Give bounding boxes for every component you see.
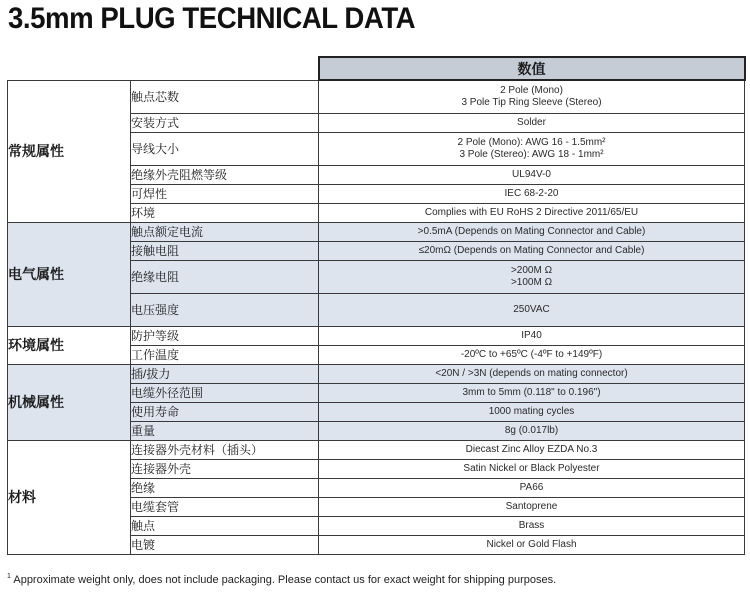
property-label: 触点 [131,516,319,535]
property-label: 触点芯数 [131,80,319,113]
table-row [8,364,745,383]
property-label: 使用寿命 [131,402,319,421]
footnote [7,574,556,586]
category-label: 电气属性 [8,222,131,326]
value-line: 2 Pole (Mono) [500,84,563,96]
value-line: 3 Pole (Stereo): AWG 18 - 1mm² [459,148,604,160]
property-label: 绝缘 [131,478,319,497]
property-label: 防护等级 [131,326,319,345]
value-line: Diecast Zinc Alloy EZDA No.3 [465,443,598,455]
property-label: 环境 [131,203,319,222]
value-column-header: 数值 [319,57,745,80]
property-label: 电缆外径范围 [131,383,319,402]
value-line: Santoprene [505,500,558,512]
property-value [319,421,745,440]
value-line: -20ºC to +65ºC (-4ºF to +149ºF) [460,348,603,360]
category-label: 机械属性 [8,364,131,440]
property-label: 接触电阻 [131,241,319,260]
property-label: 重量 [131,421,319,440]
property-label: 可焊性 [131,184,319,203]
value-line: Complies with EU RoHS 2 Directive 2011/65/EU [424,206,639,218]
property-value [319,383,745,402]
value-line: IEC 68-2-20 [504,187,559,199]
value-line: 3mm to 5mm (0.118" to 0.196") [462,386,601,398]
value-line: 2 Pole (Mono): AWG 16 - 1.5mm² [457,136,606,148]
property-value [319,345,745,364]
value-line: PA66 [519,481,544,493]
value-line: 1000 mating cycles [488,405,575,417]
property-label: 插/拔力 [131,364,319,383]
property-label: 绝缘电阻 [131,260,319,293]
property-label: 电镀 [131,535,319,554]
value-line: >100M Ω [510,276,553,288]
table-row [8,80,745,113]
property-label: 电缆套管 [131,497,319,516]
property-label: 安装方式 [131,113,319,132]
value-line: <20N / >3N (depends on mating connector) [435,367,628,379]
property-label: 连接器外壳材料（插头） [131,440,319,459]
value-line: Brass [518,519,545,531]
value-line: Satin Nickel or Black Polyester [463,462,600,474]
table-row [8,326,745,345]
property-value [319,132,745,165]
table-row [8,440,745,459]
property-value [319,326,745,345]
property-value [319,440,745,459]
value-line: UL94V-0 [512,168,551,180]
property-value [319,535,745,554]
property-value [319,459,745,478]
table-header-row [8,57,745,80]
property-value [319,80,745,113]
property-value [319,113,745,132]
value-line: Solder [517,116,546,128]
category-label: 常规属性 [8,80,131,222]
property-label: 工作温度 [131,345,319,364]
property-value [319,364,745,383]
value-line: >0.5mA (Depends on Mating Connector and Cable) [417,225,646,237]
value-line: Nickel or Gold Flash [486,538,577,550]
property-value [319,184,745,203]
property-label: 触点额定电流 [131,222,319,241]
value-line: 250VAC [513,303,550,315]
table-body [8,80,745,554]
property-value [319,203,745,222]
property-label: 绝缘外壳阻燃等级 [131,165,319,184]
property-value [319,497,745,516]
property-label: 连接器外壳 [131,459,319,478]
footnote-marker: 1 [7,573,11,580]
property-value [319,516,745,535]
page-title: 3.5mm PLUG TECHNICAL DATA [8,2,416,35]
category-label: 材料 [8,440,131,554]
value-line: 3 Pole Tip Ring Sleeve (Stereo) [461,96,602,108]
category-label: 环境属性 [8,326,131,364]
property-value [319,165,745,184]
table-row [8,222,745,241]
property-label: 电压强度 [131,293,319,326]
header-spacer [8,57,319,80]
property-value [319,222,745,241]
technical-data-table [7,56,746,555]
property-value [319,478,745,497]
footnote-text: Approximate weight only, does not include packaging. Please contact us for exact weight for shipping purposes. [13,574,557,586]
property-value [319,293,745,326]
value-line: IP40 [521,329,542,341]
value-line: 8g (0.017lb) [504,424,559,436]
property-value [319,402,745,421]
property-value [319,241,745,260]
property-label: 导线大小 [131,132,319,165]
property-value [319,260,745,293]
value-line: >200M Ω [510,264,553,276]
value-line: ≤20mΩ (Depends on Mating Connector and Cable) [418,244,645,256]
